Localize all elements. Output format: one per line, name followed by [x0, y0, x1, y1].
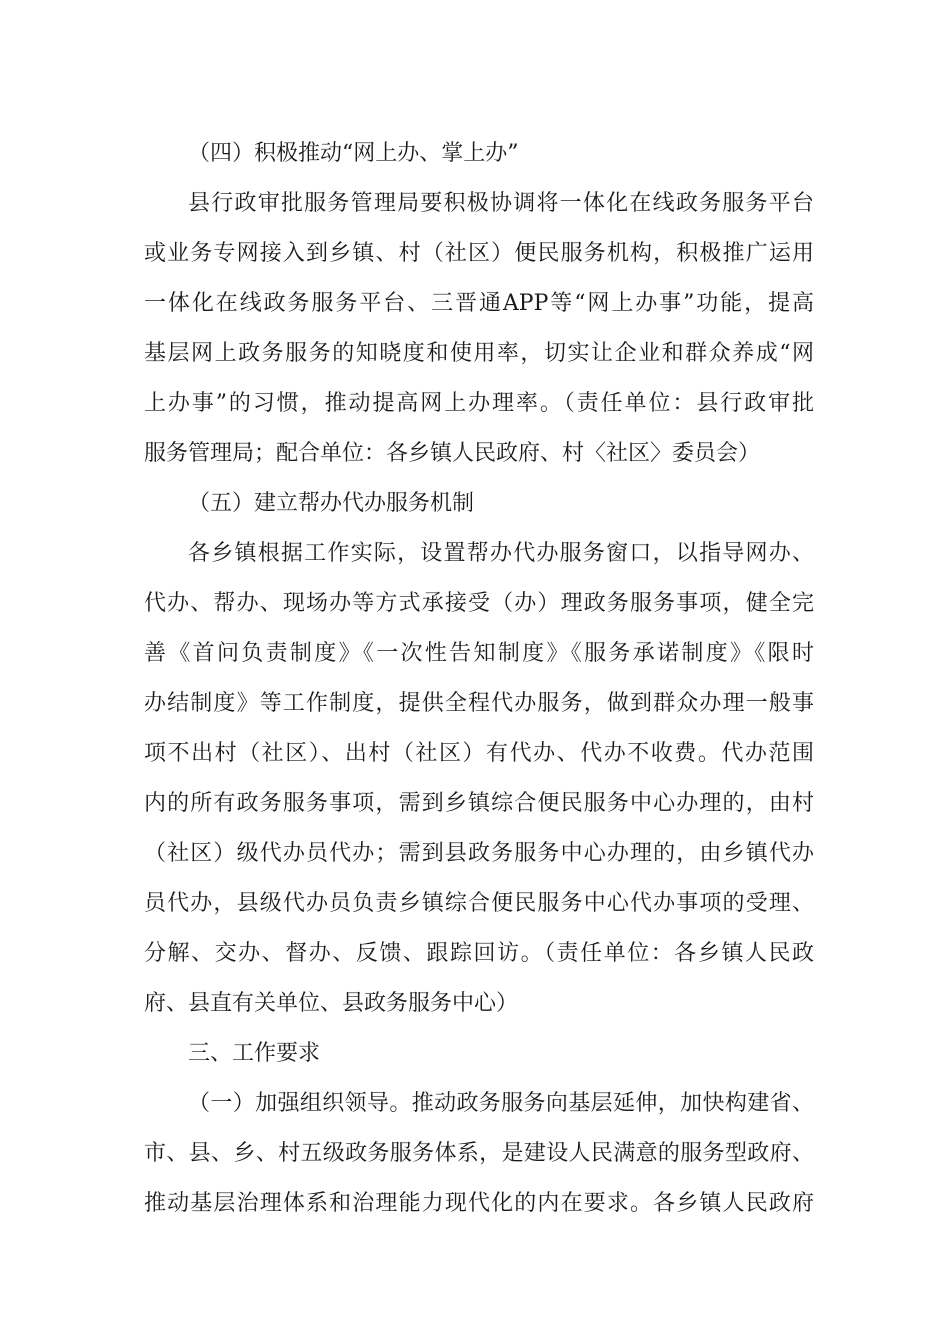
paragraph-line: 服务管理局；配合单位：各乡镇人民政府、村〈社区〉委员会）	[144, 441, 761, 466]
paragraph-line: 县行政审批服务管理局要积极协调将一体化在线政务服务平台	[188, 191, 814, 216]
paragraph-line: 代办、帮办、现场办等方式承接受（办）理政务服务事项，健全完	[144, 591, 814, 616]
paragraph-line: 府、县直有关单位、县政务服务中心）	[144, 991, 519, 1016]
section-heading-5: （五）建立帮办代办服务机制	[188, 491, 475, 516]
paragraph-line: 推动基层治理体系和治理能力现代化的内在要求。各乡镇人民政府	[144, 1191, 814, 1216]
paragraph-line: 市、县、乡、村五级政务服务体系，是建设人民满意的服务型政府、	[144, 1141, 814, 1166]
paragraph-line: 善《首问负责制度》《一次性告知制度》《服务承诺制度》《限时	[144, 641, 814, 666]
paragraph-line: 或业务专网接入到乡镇、村（社区）便民服务机构，积极推广运用	[144, 241, 814, 266]
paragraph-line: 办结制度》等工作制度，提供全程代办服务，做到群众办理一般事	[144, 691, 814, 716]
paragraph-line: 分解、交办、督办、反馈、跟踪回访。（责任单位：各乡镇人民政	[144, 941, 814, 966]
paragraph-line: 项不出村（社区）、出村（社区）有代办、代办不收费。代办范围	[144, 741, 814, 766]
paragraph-line: （一）加强组织领导。推动政务服务向基层延伸，加快构建省、	[188, 1091, 814, 1116]
paragraph-line: 各乡镇根据工作实际，设置帮办代办服务窗口，以指导网办、	[188, 541, 814, 566]
document-body	[144, 129, 814, 1229]
paragraph-line: 一体化在线政务服务平台、三晋通APP等“网上办事”功能，提高	[144, 291, 814, 316]
paragraph-line: 员代办，县级代办员负责乡镇综合便民服务中心代办事项的受理、	[144, 891, 814, 916]
paragraph-line: 基层网上政务服务的知晓度和使用率，切实让企业和群众养成“网	[144, 341, 814, 366]
section-heading-3: 三、工作要求	[188, 1041, 321, 1066]
paragraph-line: 内的所有政务服务事项，需到乡镇综合便民服务中心办理的，由村	[144, 791, 814, 816]
paragraph-line: （社区）级代办员代办；需到县政务服务中心办理的，由乡镇代办	[144, 841, 814, 866]
section-heading-4: （四）积极推动“网上办、掌上办”	[188, 141, 519, 166]
paragraph-line: 上办事”的习惯，推动提高网上办理率。（责任单位：县行政审批	[144, 391, 814, 416]
